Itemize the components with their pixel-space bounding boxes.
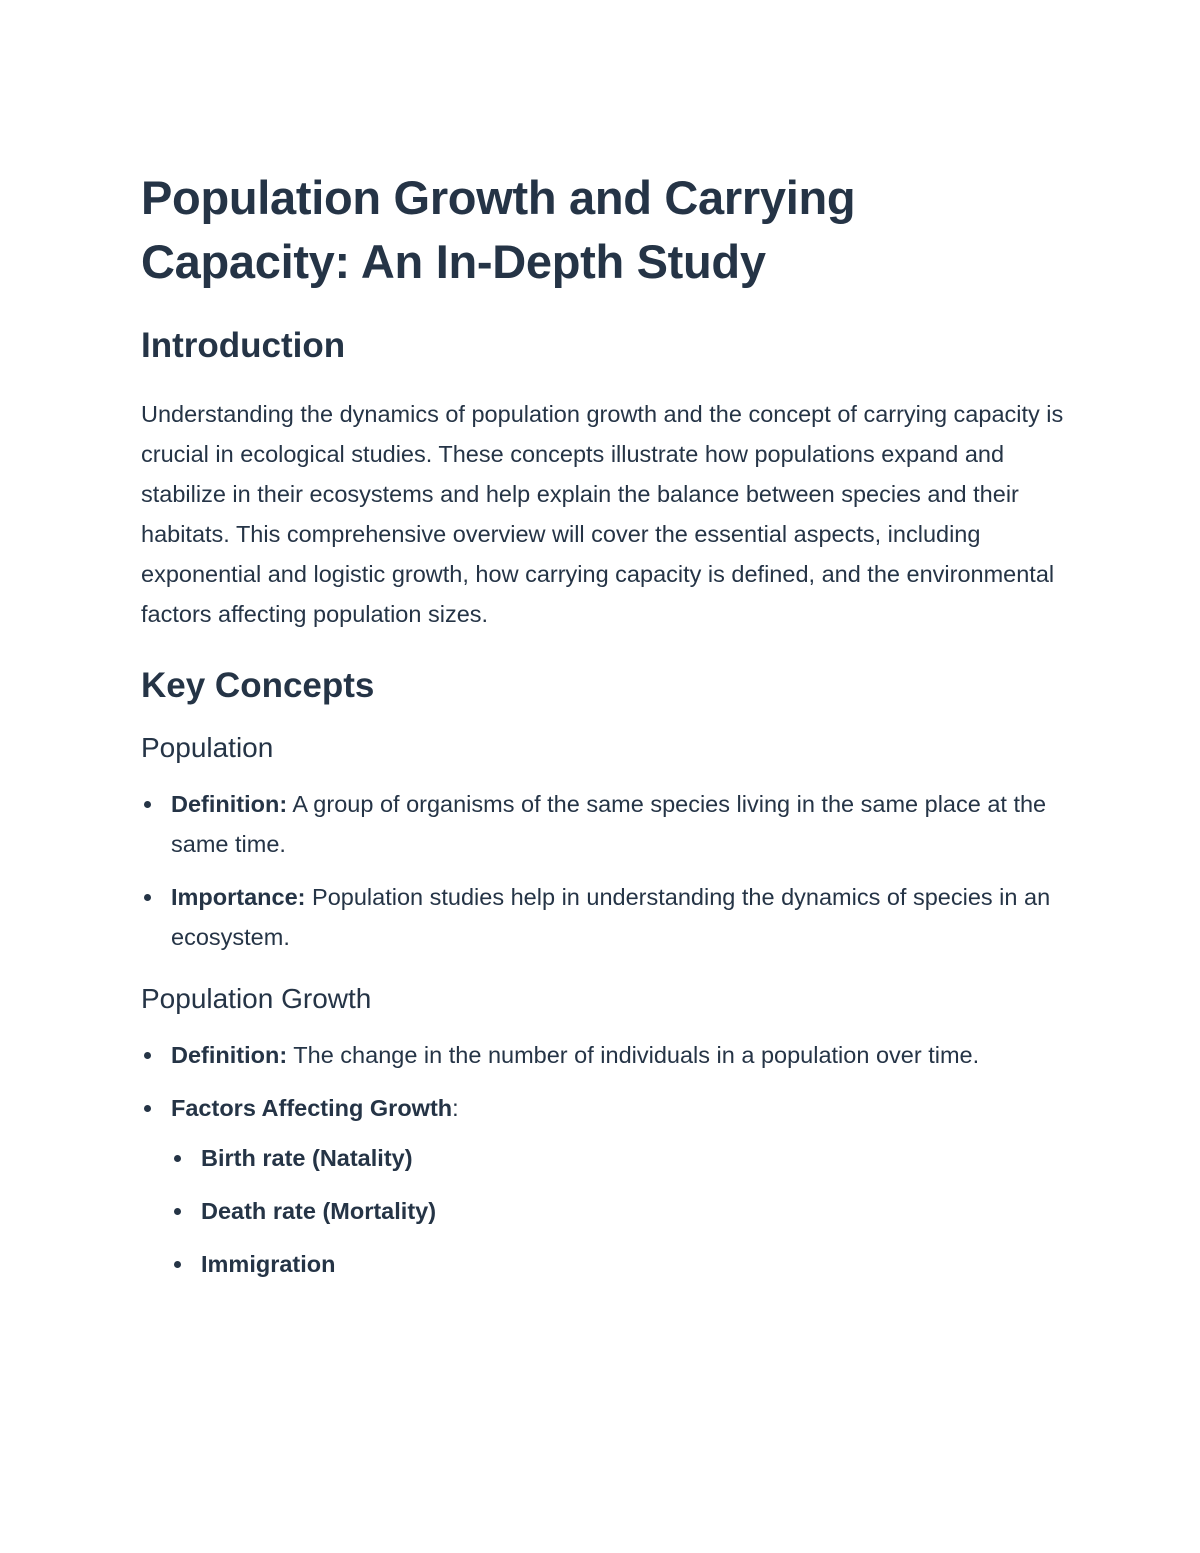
introduction-heading: Introduction	[141, 326, 346, 365]
population-heading: Population	[141, 732, 274, 763]
list-item-text: Population studies help in understanding the dynamics of species in an ecosystem.	[171, 884, 1051, 950]
population-growth-list	[141, 1035, 1071, 1284]
sublist-item: Death rate (Mortality)	[171, 1191, 1071, 1231]
population-list	[141, 784, 1071, 957]
sublist-item: Birth rate (Natality)	[171, 1138, 1071, 1178]
introduction-paragraph: Understanding the dynamics of population growth and the concept of carrying capacity is crucial in ecological studies. These concepts illustrate how populations expand and stabilize in their ecosystems and help explain the balance between species and their habitats. This comprehensive overview will cover the essential aspects, including exponential and logistic growth, how carrying capacity is defined, and the environmental factors affecting population sizes.	[141, 401, 1064, 627]
document-page	[141, 166, 1071, 1297]
list-item	[141, 1035, 1071, 1075]
list-item-label: Importance:	[171, 884, 306, 910]
list-item-text: A group of organisms of the same species living in the same place at the same time.	[171, 791, 1047, 857]
sublist-item: Immigration	[171, 1244, 1071, 1284]
list-item-text: The change in the number of individuals in a population over time.	[287, 1042, 980, 1068]
key-concepts-heading: Key Concepts	[141, 666, 375, 705]
list-item	[141, 784, 1071, 864]
list-item-suffix: :	[452, 1095, 459, 1121]
list-item-label: Definition:	[171, 1042, 288, 1068]
list-item-label: Factors Affecting Growth	[171, 1095, 453, 1121]
list-item	[141, 1088, 1071, 1284]
list-item-label: Definition:	[171, 791, 288, 817]
page-title: Population Growth and Carrying Capacity: An In-Depth Study	[141, 171, 856, 288]
population-growth-heading: Population Growth	[141, 983, 372, 1014]
factors-sublist	[171, 1138, 1071, 1284]
list-item	[141, 877, 1071, 957]
